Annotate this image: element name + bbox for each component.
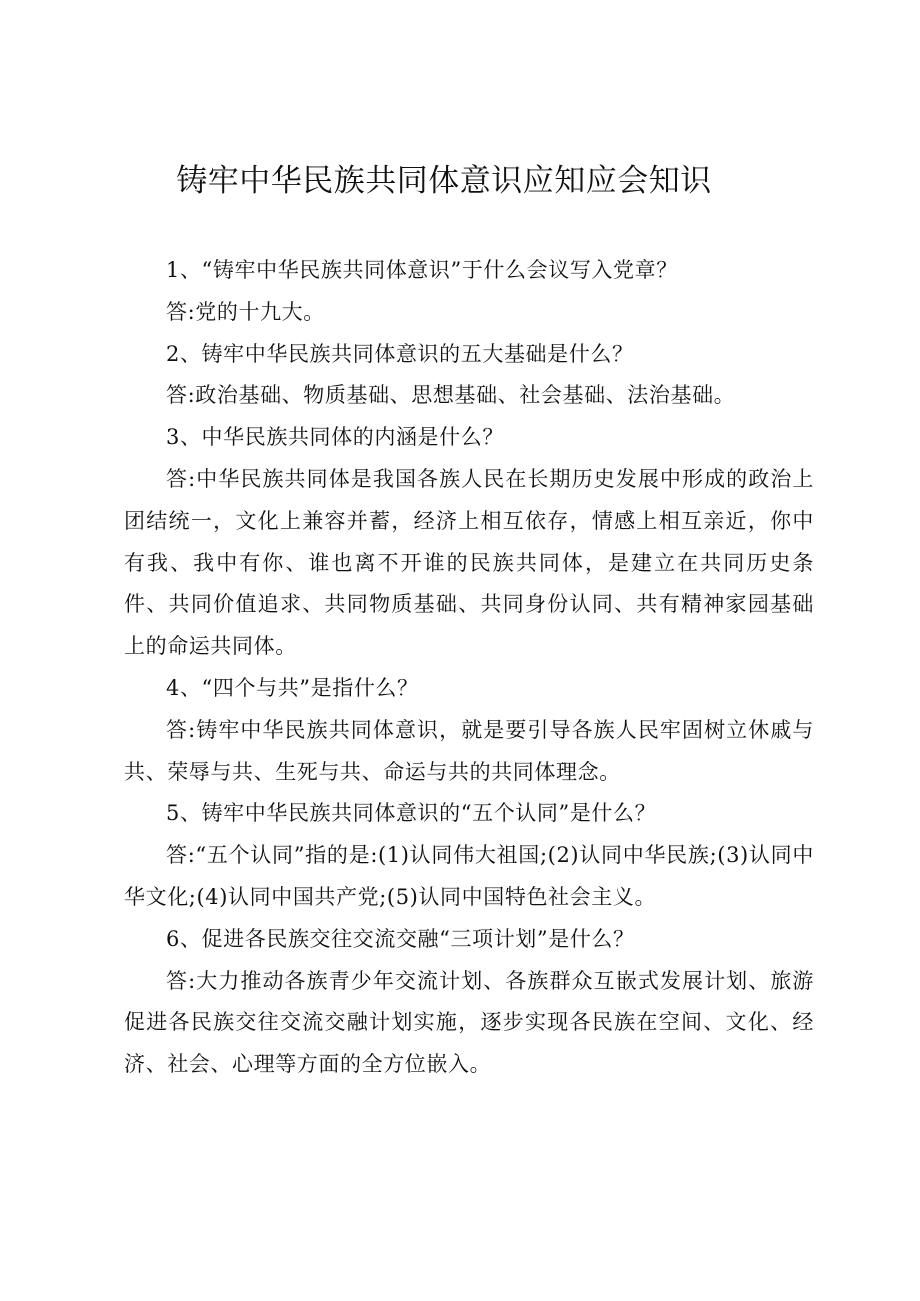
answer-5: 答:“五个认同”指的是:(1)认同伟大祖国;(2)认同中华民族;(3)认同中华文化;(4)认同中国共产党;(5)认同中国特色社会主义。 <box>124 843 814 909</box>
question-2: 2、铸牢中华民族共同体意识的五大基础是什么？ <box>166 341 634 366</box>
qa-list <box>124 250 814 1086</box>
question-3: 3、中华民族共同体的内涵是什么？ <box>166 425 504 450</box>
answer-6: 答:大力推动各族青少年交流计划、各族群众互嵌式发展计划、旅游促进各民族交往交流交融计划实施，逐步实现各民族在空间、文化、经济、社会、心理等方面的全方位嵌入。 <box>124 968 814 1077</box>
document-title: 铸牢中华民族共同体意识应知应会知识 <box>176 163 712 199</box>
answer-4: 答:铸牢中华民族共同体意识，就是要引导各族人民牢固树立休戚与共、荣辱与共、生死与共、命运与共的共同体理念。 <box>124 717 814 784</box>
answer-2: 答:政治基础、物质基础、思想基础、社会基础、法治基础。 <box>166 383 736 408</box>
question-5: 5、铸牢中华民族共同体意识的“五个认同”是什么？ <box>166 801 657 826</box>
question-1: 1、“铸牢中华民族共同体意识”于什么会议写入党章？ <box>166 258 678 282</box>
answer-1: 答:党的十九大。 <box>166 299 325 324</box>
answer-3: 答:中华民族共同体是我国各族人民在长期历史发展中形成的政治上团结统一，文化上兼容并蓄，经济上相互依存，情感上相互亲近，你中有我、我中有你、谁也离不开谁的民族共同体，是建立在共同历史条件、共同价值追求、共同物质基础、共同身份认同、共有精神家园基础上的命运共同体。 <box>124 466 814 659</box>
question-6: 6、促进各民族交往交流交融“三项计划”是什么？ <box>166 926 635 951</box>
question-4: 4、“四个与共”是指什么？ <box>166 675 419 700</box>
